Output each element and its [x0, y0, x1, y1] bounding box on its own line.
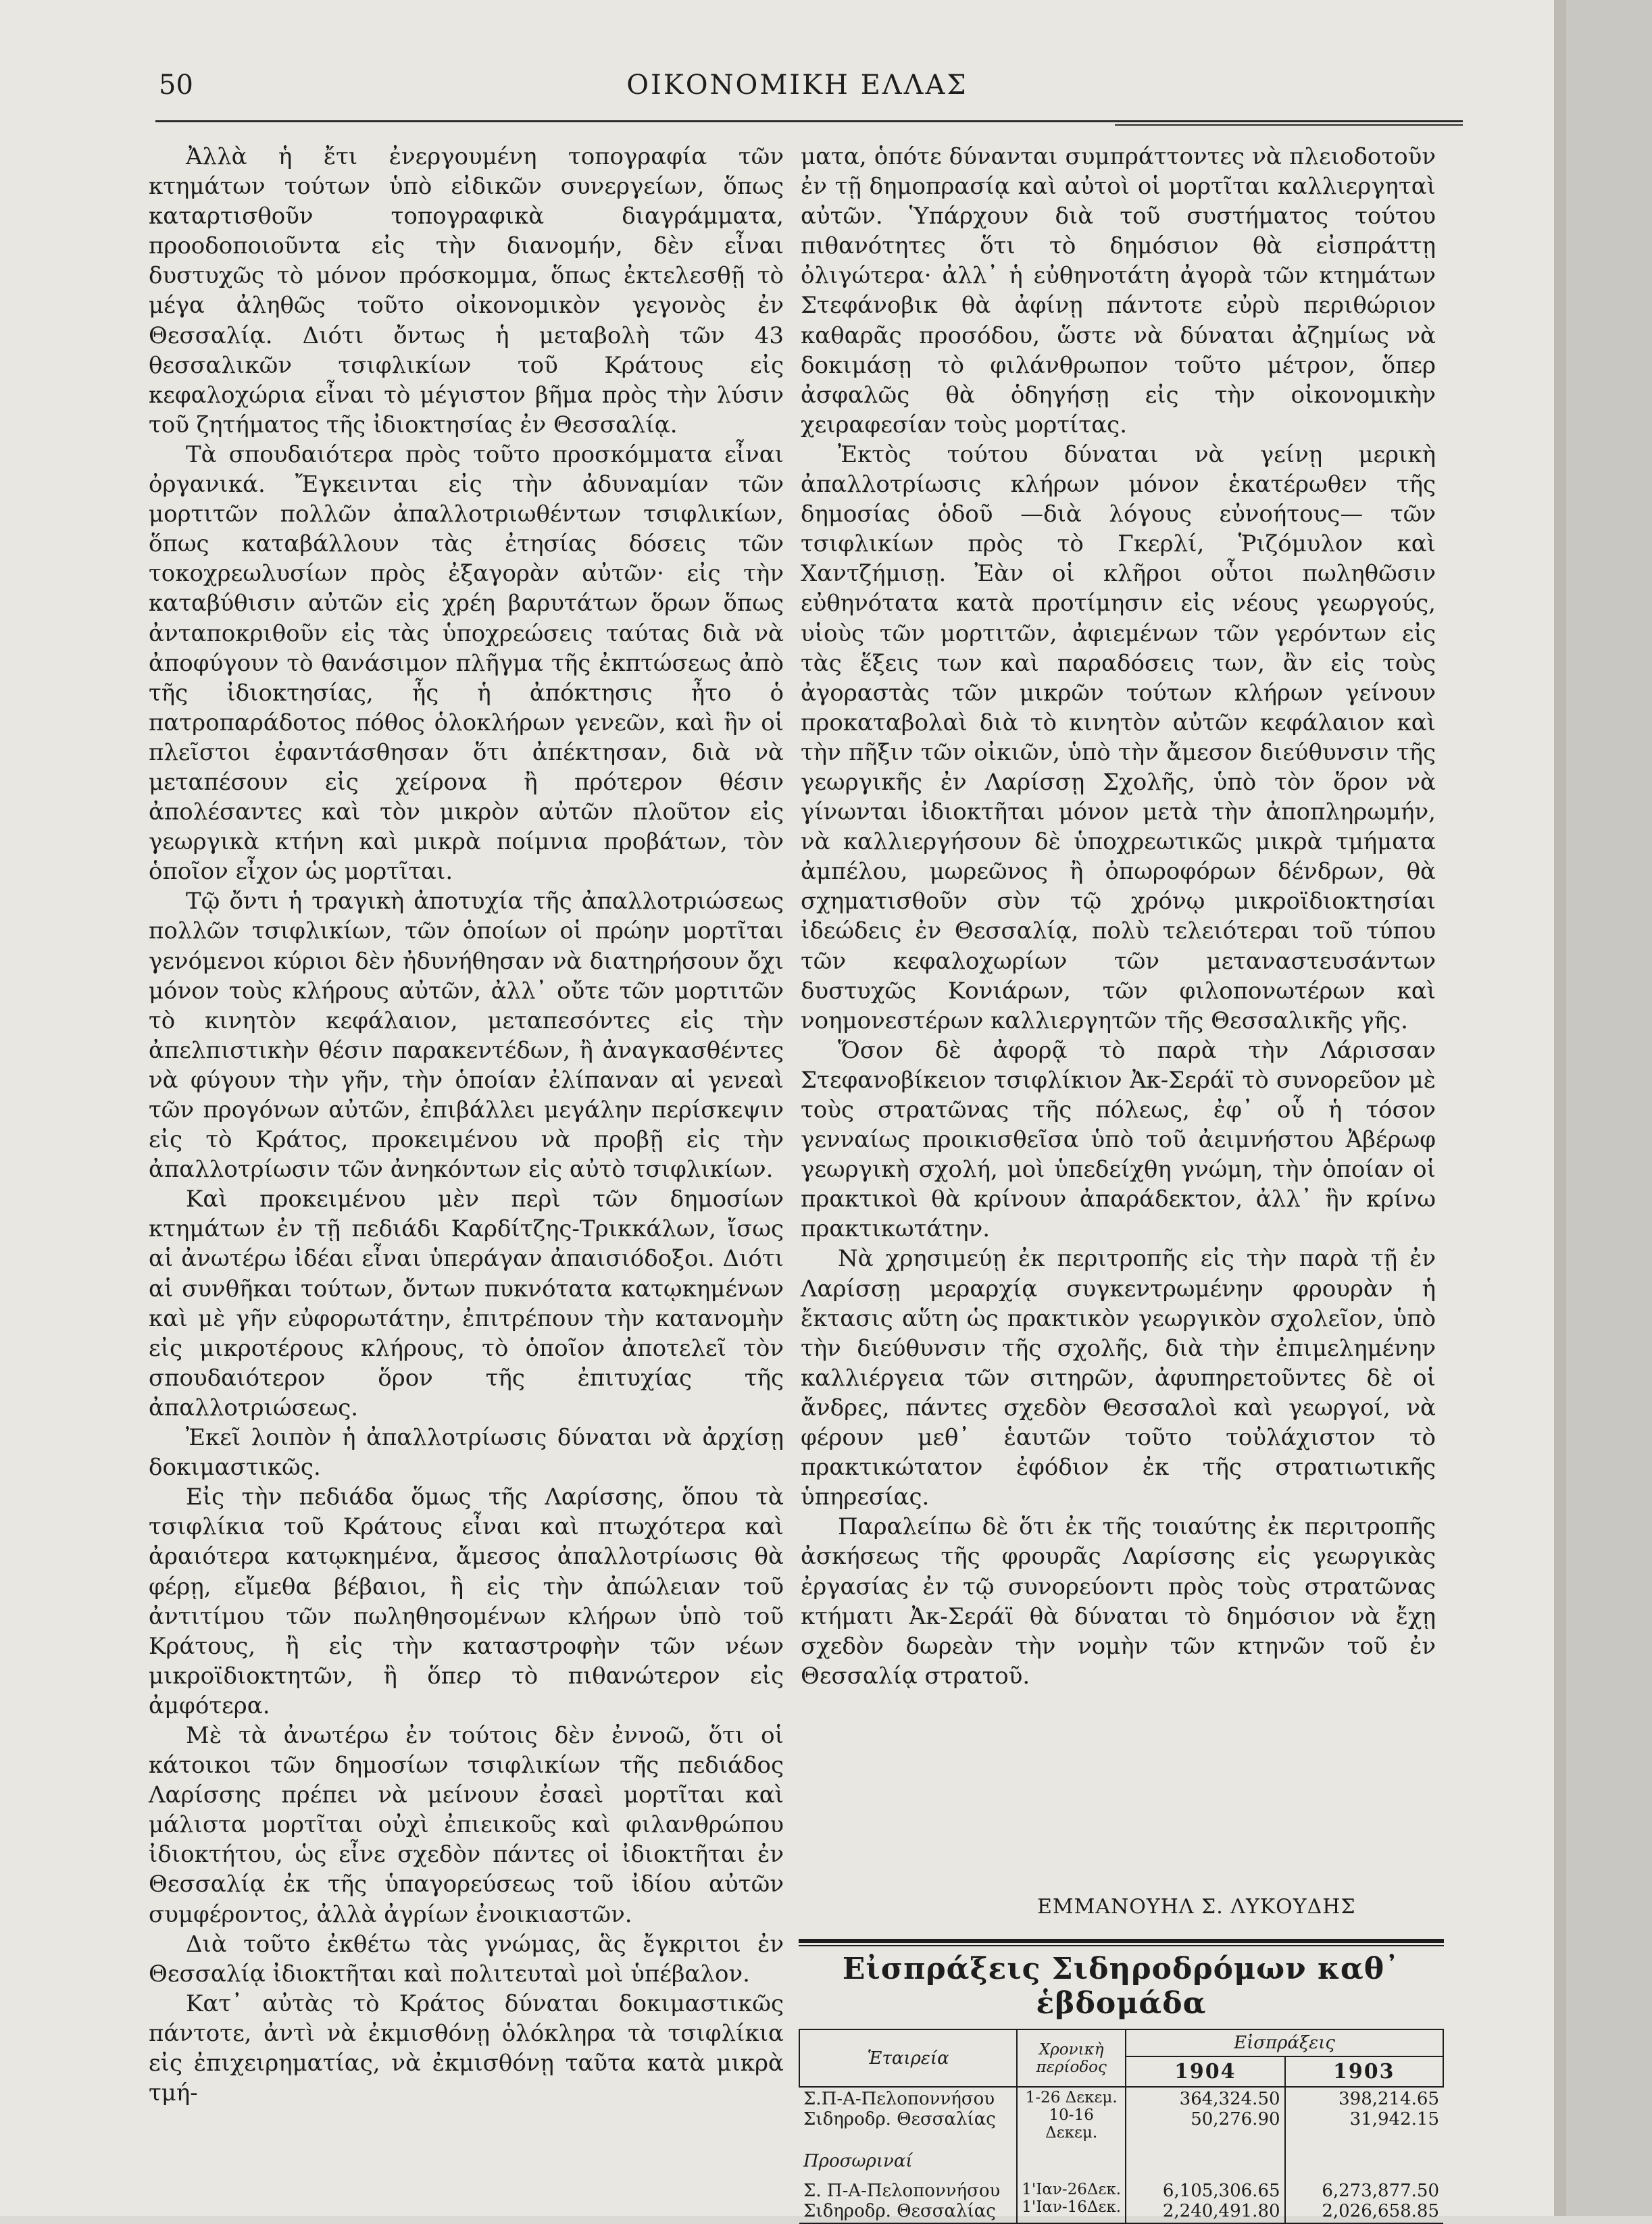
page-header — [155, 64, 1439, 111]
table-row — [799, 2179, 1443, 2223]
author-signature: ΕΜΜΑΝΟΥΗΛ Σ. ΛΥΚΟΥΔΗΣ — [1037, 1895, 1356, 1919]
period-line: 1-26 Δεκεμ. — [1025, 2089, 1118, 2106]
paragraph: Ὅσον δὲ ἀφορᾷ τὸ παρὰ τὴν Λάρισσαν Στεφανοβίκειον τσιφλίκιον Ἀκ-Σεράϊ τὸ συνορεῦον μὲ τοὺς στρατῶνας τῆς πόλεως, ἐφ᾽ οὗ ἡ τόσον γενναίως προικισθεῖσα ὑπὸ τοῦ ἀειμνήστου Ἀβέρωφ γεωργικὴ σχολή, μοὶ ὑπεδείχθη γνώμη, τὴν ὁποίαν οἱ πρακτικοὶ θὰ κρίνουν ἀπαράδεκτον, ἀλλ᾽ ἣν κρίνω πρακτικωτάτην. — [801, 1036, 1436, 1243]
receipts-table — [799, 2029, 1444, 2224]
section-label: Προσωριναί — [799, 2143, 1017, 2179]
paragraph: Κατ᾽ αὐτὰς τὸ Κράτος δύναται δοκιμαστικῶς πάντοτε, ἀντὶ νὰ ἐκμισθόνῃ ὁλόκληρα τὰ τσιφλίκια εἰς ἐπιχειρηματίας, νὰ ἐκμισθόνῃ ταῦτα κατὰ μικρὰ τμή- — [149, 1990, 784, 2107]
company-cell — [799, 2087, 1017, 2143]
paragraph: Παραλείπω δὲ ὅτι ἐκ τῆς τοιαύτης ἐκ περιτροπῆς ἀσκήσεως τῆς φρουρᾶς Λαρίσσης εἰς γεωργικὰς ἐργασίας ἐν τῷ συνορεύοντι πρὸς τοὺς στρατῶνας κτήματι Ἀκ-Σεράϊ θὰ δύναται τὸ δημόσιον νὰ ἔχῃ σχεδὸν δωρεὰν τὴν νομὴν τῶν κτηνῶν τοῦ ἐν Θεσσαλίᾳ στρατοῦ. — [801, 1513, 1436, 1690]
page-number: 50 — [159, 70, 193, 101]
table-title: Εἰσπράξεις Σιδηροδρόμων καθ᾽ ἑβδομάδα — [842, 1952, 1401, 2021]
column-header-receipts: Εἰσπράξεις — [1126, 2029, 1443, 2056]
company-line: Σ.Π-Α-Πελοποννήσου — [803, 2089, 995, 2109]
paragraph: Εἰς τὴν πεδιάδα ὅμως τῆς Λαρίσσης, ὅπου τὰ τσιφλίκια τοῦ Κράτους εἶναι καὶ πτωχότερα καὶ ἀραιότερα κατῳκημένα, ἄμεσος ἀπαλλοτρίωσις θὰ φέρῃ, εἴμεθα βέβαιοι, ἢ εἰς τὴν ἀπώλειαν τοῦ ἀντιτίμου τῶν πωληθησομένων κλήρων ὑπὸ τοῦ Κράτους, ἢ εἰς τὴν καταστροφὴν τῶν νέων μικροϊδιοκτητῶν, ἢ ὅπερ τὸ πιθανώτερον εἰς ἀμφότερα. — [149, 1484, 784, 1719]
period-cell — [1017, 2087, 1126, 2143]
company-cell — [799, 2179, 1017, 2223]
page-edge — [1554, 0, 1652, 2216]
page-edge-shadow — [1554, 0, 1566, 2216]
paragraph: ματα, ὁπότε δύνανται συμπράττοντες νὰ πλειοδοτοῦν ἐν τῇ δημοπρασίᾳ καὶ αὐτοὶ οἱ μορτῖται καλλιεργηταὶ αὐτῶν. Ὑπάρχουν διὰ τοῦ συστήματος τούτου πιθανότητες ὅτι τὸ δημόσιον θὰ εἰσπράττῃ ὀλιγώτερα· ἀλλ᾽ ἡ εὐθηνοτάτη ἀγορὰ τῶν κτημάτων Στεφάνοβικ θὰ ἀφίνῃ πάντοτε εὐρὺ περιθώριον καθαρᾶς προσόδου, ὥστε νὰ δύναται ἀζημίως νὰ δοκιμάσῃ τὸ φιλάνθρωπον τοῦτο μέτρον, ὅπερ ἀσφαλῶς θὰ ὁδηγήσῃ εἰς τὴν οἰκονομικὴν χειραφεσίαν τοὺς μορτίτας. — [801, 143, 1436, 438]
paragraph: Ἀλλὰ ἡ ἔτι ἐνεργουμένη τοπογραφία τῶν κτημάτων τούτων ὑπὸ εἰδικῶν συνεργείων, ὅπως καταρτισθοῦν τοπογραφικὰ διαγράμματα, προοδοποιοῦντα εἰς τὴν διανομήν, δὲν εἶναι δυστυχῶς τὸ μόνον πρόσκομμα, ὅπως ἐκτελεσθῇ τὸ μέγα ἀληθῶς τοῦτο οἰκονομικὸν γεγονὸς ἐν Θεσσαλίᾳ. Διότι ὄντως ἡ μεταβολὴ τῶν 43 θεσσαλικῶν τσιφλικίων τοῦ Κράτους εἰς κεφαλοχώρια εἶναι τὸ μέγιστον βῆμα πρὸς τὴν λύσιν τοῦ ζητήματος τῆς ἰδιοκτησίας ἐν Θεσσαλίᾳ. — [149, 143, 784, 438]
company-line: Σιδηροδρ. Θεσσαλίας — [803, 2109, 996, 2129]
column-header-company: Ἑταιρεία — [799, 2029, 1017, 2087]
value-1904-cell — [1126, 2087, 1284, 2143]
paragraph: Τὰ σπουδαιότερα πρὸς τοῦτο προσκόμματα εἶναι ὀργανικά. Ἔγκεινται εἰς τὴν ἀδυναμίαν τῶν μορτιτῶν πολλῶν ἀπαλλοτριωθέντων τσιφλικίων, ὅπως καταβάλλουν τὰς ἐτησίας δόσεις τῶν τοκοχρεωλυσίων πρὸς ἐξαγορὰν αὐτῶν· εἰς τὴν καταβύθισιν αὐτῶν εἰς χρέη βαρυτάτων ὅρων ὅπως ἀνταποκριθοῦν εἰς τὰς ὑποχρεώσεις ταύτας διὰ νὰ ἀποφύγουν τὸ θανάσιμον πλῆγμα τῆς ἐκπτώσεως ἀπὸ τῆς ἰδιοκτησίας, ἧς ἡ ἀπόκτησις ἦτο ὁ πατροπαράδοτος πόθος ὁλοκλήρων γενεῶν, καὶ ἣν οἱ πλεῖστοι ἐφαντάσθησαν ὅτι ἀπέκτησαν, διὰ νὰ μεταπέσουν εἰς χείρονα ἢ πρότερον θέσιν ἀπολέσαντες καὶ τὸν μικρὸν αὐτῶν πλοῦτον εἰς γεωργικὰ κτήνη καὶ μικρὰ ποίμνια προβάτων, τὸν ὁποῖον εἶχον ὡς μορτῖται. — [149, 440, 784, 886]
company-line: Σιδηροδρ. Θεσσαλίας — [803, 2201, 996, 2221]
value: 31,942.15 — [1349, 2109, 1439, 2129]
column-header-1903: 1903 — [1285, 2056, 1443, 2087]
value: 398,214.65 — [1338, 2089, 1439, 2109]
value-1904-cell — [1126, 2179, 1284, 2223]
table-header-row — [799, 2029, 1443, 2056]
paragraph: Μὲ τὰ ἀνωτέρω ἐν τούτοις δὲν ἐννοῶ, ὅτι οἱ κάτοικοι τῶν δημοσίων τσιφλικίων τῆς πεδιάδος Λαρίσσης πρέπει νὰ μείνουν ἐσαεὶ μορτῖται καὶ μάλιστα μορτῖται οὐχὶ ἐπιεικοῦς καὶ φιλανθρώπου ἰδιοκτήτου, ὡς εἶνε σχεδὸν πάντες οἱ ἰδιοκτῆται ἐν Θεσσαλίᾳ ἐκ τῆς ὑπαγορεύσεως τοῦ ἰδίου αὐτῶν συμφέροντος, ἀλλὰ ἀγρίων ἐνοικιαστῶν. — [149, 1721, 784, 1928]
right-column — [801, 142, 1436, 1691]
table-row — [799, 2087, 1443, 2143]
value-1903-cell — [1285, 2087, 1443, 2143]
period-cell — [1017, 2179, 1126, 2223]
value: 50,276.90 — [1191, 2109, 1280, 2129]
empty-cell — [1285, 2143, 1443, 2179]
paragraph: Καὶ προκειμένου μὲν περὶ τῶν δημοσίων κτημάτων ἐν τῇ πεδιάδι Καρδίτζης-Τρικκάλων, ἴσως αἱ ἀνωτέρω ἰδέαι εἶναι ὑπεράγαν ἀπαισιόδοξοι. Διότι αἱ συνθῆκαι τούτων, ὄντων πυκνότατα κατῳκημένων καὶ μὲ γῆν εὐφορωτάτην, ἐπιτρέπουν τὴν κατανομὴν εἰς μικροτέρους κλήρους, τὸ ὁποῖον ἀποτελεῖ τὸν σπουδαιότερον ὅρον τῆς ἐπιτυχίας τῆς ἀπαλλοτριώσεως. — [149, 1186, 784, 1421]
header-rule-secondary — [1115, 124, 1463, 126]
paragraph: Νὰ χρησιμεύῃ ἐκ περιτροπῆς εἰς τὴν παρὰ τῇ ἐν Λαρίσσῃ μεραρχίᾳ συγκεντρωμένην φρουρὰν ἡ ἔκτασις αὕτη ὡς πρακτικὸν γεωργικὸν σχολεῖον, ὑπὸ τὴν διεύθυνσιν τῆς σχολῆς, διὰ τὴν ἐπιμελημένην καλλιέργεια τῶν σιτηρῶν, ἀφυπηρετοῦντες δὲ οἱ ἄνδρες, πάντες σχεδὸν Θεσσαλοὶ καὶ γεωργοί, νὰ φέρουν μεθ᾽ ἑαυτῶν τοῦτο τοὐλάχιστον τὸ πρακτικώτατον ἐφόδιον ἐκ τῆς στρατιωτικῆς ὑπηρεσίας. — [801, 1245, 1436, 1511]
empty-cell — [1017, 2143, 1126, 2179]
period-line: 10-16 Δεκεμ. — [1045, 2106, 1098, 2142]
company-line: Σ. Π-Α-Πελοποννήσου — [803, 2181, 1001, 2201]
column-header-1904: 1904 — [1126, 2056, 1284, 2087]
left-column — [149, 142, 784, 2108]
column-header-period: Χρονικὴ περίοδος — [1017, 2029, 1126, 2087]
publication-title: ΟΙΚΟΝΟΜΙΚΗ ΕΛΛΑΣ — [626, 70, 968, 101]
railway-receipts-table — [799, 1939, 1444, 2224]
empty-cell — [1126, 2143, 1284, 2179]
period-line: 1'Ιαν-26Δεκ. — [1022, 2181, 1122, 2198]
value: 6,273,877.50 — [1322, 2181, 1439, 2201]
value: 6,105,306.65 — [1162, 2181, 1280, 2201]
period-line: 1'Ιαν-16Δεκ. — [1022, 2198, 1122, 2216]
paragraph: Ἐκτὸς τούτου δύναται νὰ γείνῃ μερικὴ ἀπαλλοτρίωσις κλήρων μόνον ἑκατέρωθεν τῆς δημοσίας ὁδοῦ —διὰ λόγους εὐνοήτους— τῶν τσιφλικίων πρὸς τὸ Γκερλί, Ῥιζόμυλον καὶ Χαντζήμισῃ. Ἐὰν οἱ κλῆροι οὗτοι πωληθῶσιν εὐθηνότατα κατὰ προτίμησιν εἰς νέους γεωργούς, υἱοὺς τῶν μορτιτῶν, ἀφιεμένων τῶν γερόντων εἰς τὰς ἕξεις των καὶ παραδόσεις των, ἂν εἰς τοὺς ἀγοραστὰς τῶν μικρῶν τούτων κλήρων γείνουν προκαταβολαὶ διὰ τὸ κινητὸν αὐτῶν κεφάλαιον καὶ τὴν πῆξιν τῶν οἰκιῶν, ὑπὸ τὴν ἄμεσον διεύθυνσιν τῆς γεωργικῆς ἐν Λαρίσσῃ Σχολῆς, ὑπὸ τὸν ὅρον νὰ γίνωνται ἰδιοκτῆται μόνον μετὰ τὴν ἀποπληρωμήν, νὰ καλλιεργήσουν δὲ ὑποχρεωτικῶς μικρὰ τμήματα ἀμπέλου, μωρεῶνος ἢ ὀπωροφόρων δένδρων, θὰ σχηματισθοῦν σὺν τῷ χρόνῳ μικροϊδιοκτησίαι ἰδεώδεις ἐν Θεσσαλίᾳ, πολὺ τελειότεραι τοῦ τύπου τῶν κεφαλοχωρίων τῶν μεταναστευσάντων δυστυχῶς Κονιάρων, τῶν φιλοπονωτέρων καὶ νοημονεστέρων καλλιεργητῶν τῆς Θεσσαλικῆς γῆς. — [801, 440, 1436, 1034]
paragraph: Ἐκεῖ λοιπὸν ἡ ἀπαλλοτρίωσις δύναται νὰ ἀρχίσῃ δοκιμαστικῶς. — [149, 1424, 784, 1482]
value-1903-cell — [1285, 2179, 1443, 2223]
paragraph: Διὰ τοῦτο ἐκθέτω τὰς γνώμας, ἃς ἔγκριτοι ἐν Θεσσαλίᾳ ἰδιοκτῆται καὶ πολιτευταὶ μοὶ ὑπέβαλον. — [149, 1930, 784, 1988]
value: 364,324.50 — [1179, 2089, 1280, 2109]
value: 2,026,658.85 — [1322, 2201, 1439, 2221]
paragraph: Τῷ ὄντι ἡ τραγικὴ ἀποτυχία τῆς ἀπαλλοτριώσεως πολλῶν τσιφλικίων, τῶν ὁποίων οἱ πρώην μορτῖται γενόμενοι κύριοι δὲν ἠδυνήθησαν νὰ διατηρήσουν ὄχι μόνον τοὺς κλήρους αὐτῶν, ἀλλ᾽ οὔτε τῶν μορτιτῶν τὸ κινητὸν κεφάλαιον, μεταπεσόντες εἰς τὴν ἀπελπιστικὴν θέσιν παρακεντέδων, ἢ ἀναγκασθέντες νὰ φύγουν τὴν γῆν, τὴν ὁποίαν ἐλίπαναν αἱ γενεαὶ τῶν προγόνων αὐτῶν, ἐπιβάλλει μεγάλην περίσκεψιν εἰς τὸ Κράτος, προκειμένου νὰ προβῇ εἰς τὴν ἀπαλλοτρίωσιν τῶν ἀνηκόντων εἰς αὐτὸ τσιφλικίων. — [149, 888, 784, 1184]
table-section-row — [799, 2143, 1443, 2179]
value: 2,240,491.80 — [1162, 2201, 1280, 2221]
header-rule — [155, 120, 1463, 122]
table-top-rule — [799, 1939, 1444, 1943]
